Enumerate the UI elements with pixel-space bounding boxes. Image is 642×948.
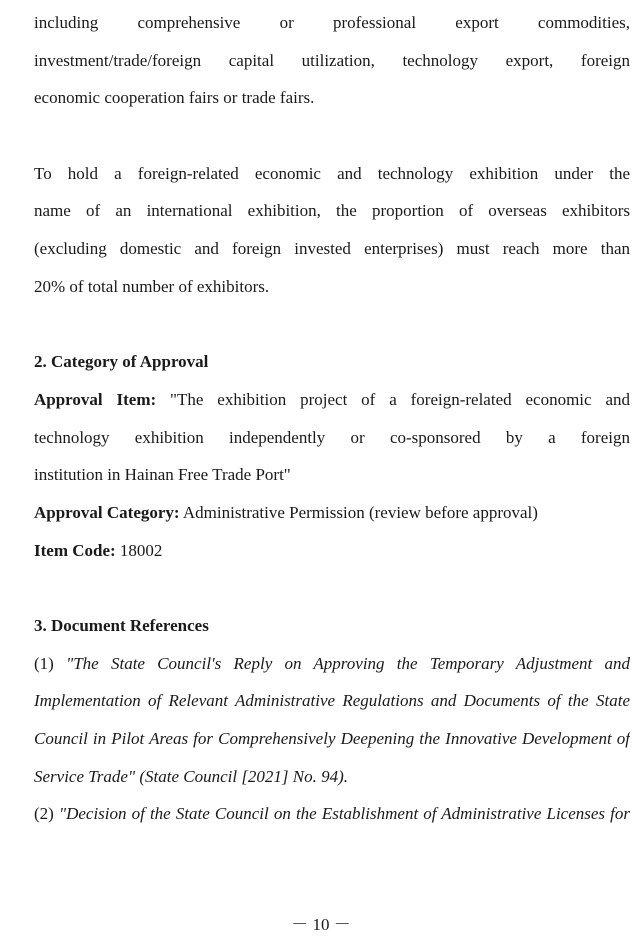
approval-item-label: Approval Item: [34,389,157,409]
approval-category-label: Approval Category: [34,502,180,522]
paragraph-spacer [34,306,630,344]
section-2-heading: 2. Category of Approval [34,352,209,372]
reference-1-line-4: Service Trade" (State Council [2021] No. 94). [34,766,349,786]
reference-1-line-3: Council in Pilot Areas for Comprehensively Deepening the Innovative Development of [34,729,630,749]
approval-category-value: Administrative Permission (review before approval) [179,502,538,522]
item-code-line [34,532,630,570]
approval-category-line [34,494,630,532]
section-3-heading: 3. Document References [34,616,209,635]
reference-1-line-2: Implementation of Relevant Administrative Regulations and Documents of the State [34,691,630,711]
paragraph-spacer [34,569,630,607]
paragraph-1-line-3: economic cooperation fairs or trade fairs. [34,88,315,108]
approval-item-line-1 [34,381,630,419]
approval-item-line-2: technology exhibition independently or co-sponsored by a foreign [34,427,630,447]
reference-2-number: (2) [34,804,59,824]
approval-item-line-3: institution in Hainan Free Trade Port" [34,465,291,485]
approval-item-text: "The exhibition project of a foreign-related economic and [156,389,630,409]
paragraph-1-line-2: investment/trade/foreign capital utilization, technology export, foreign [34,50,630,70]
reference-2-line-1 [34,795,630,833]
item-code-label: Item Code: [34,540,116,560]
item-code-value: 18002 [115,540,163,560]
paragraph-spacer [34,117,630,155]
reference-1-number: (1) [34,653,67,673]
paragraph-2-line-2: name of an international exhibition, the proportion of overseas exhibitors [34,201,630,221]
paragraph-1-line-1: including comprehensive or professional export commodities, [34,13,630,32]
page-number: － 10 － [291,915,351,934]
reference-1-line-1 [34,645,630,683]
reference-1-title: "The State Council's Reply on Approving the Temporary Adjustment and [66,653,630,673]
paragraph-2-line-3: (excluding domestic and foreign invested enterprises) must reach more than [34,239,630,259]
document-page [34,4,630,833]
reference-2-title: "Decision of the State Council on the Establishment of Administrative Licenses for [58,804,630,824]
paragraph-2-line-1: To hold a foreign-related economic and technology exhibition under the [34,163,630,183]
paragraph-2-line-4: 20% of total number of exhibitors. [34,276,270,296]
